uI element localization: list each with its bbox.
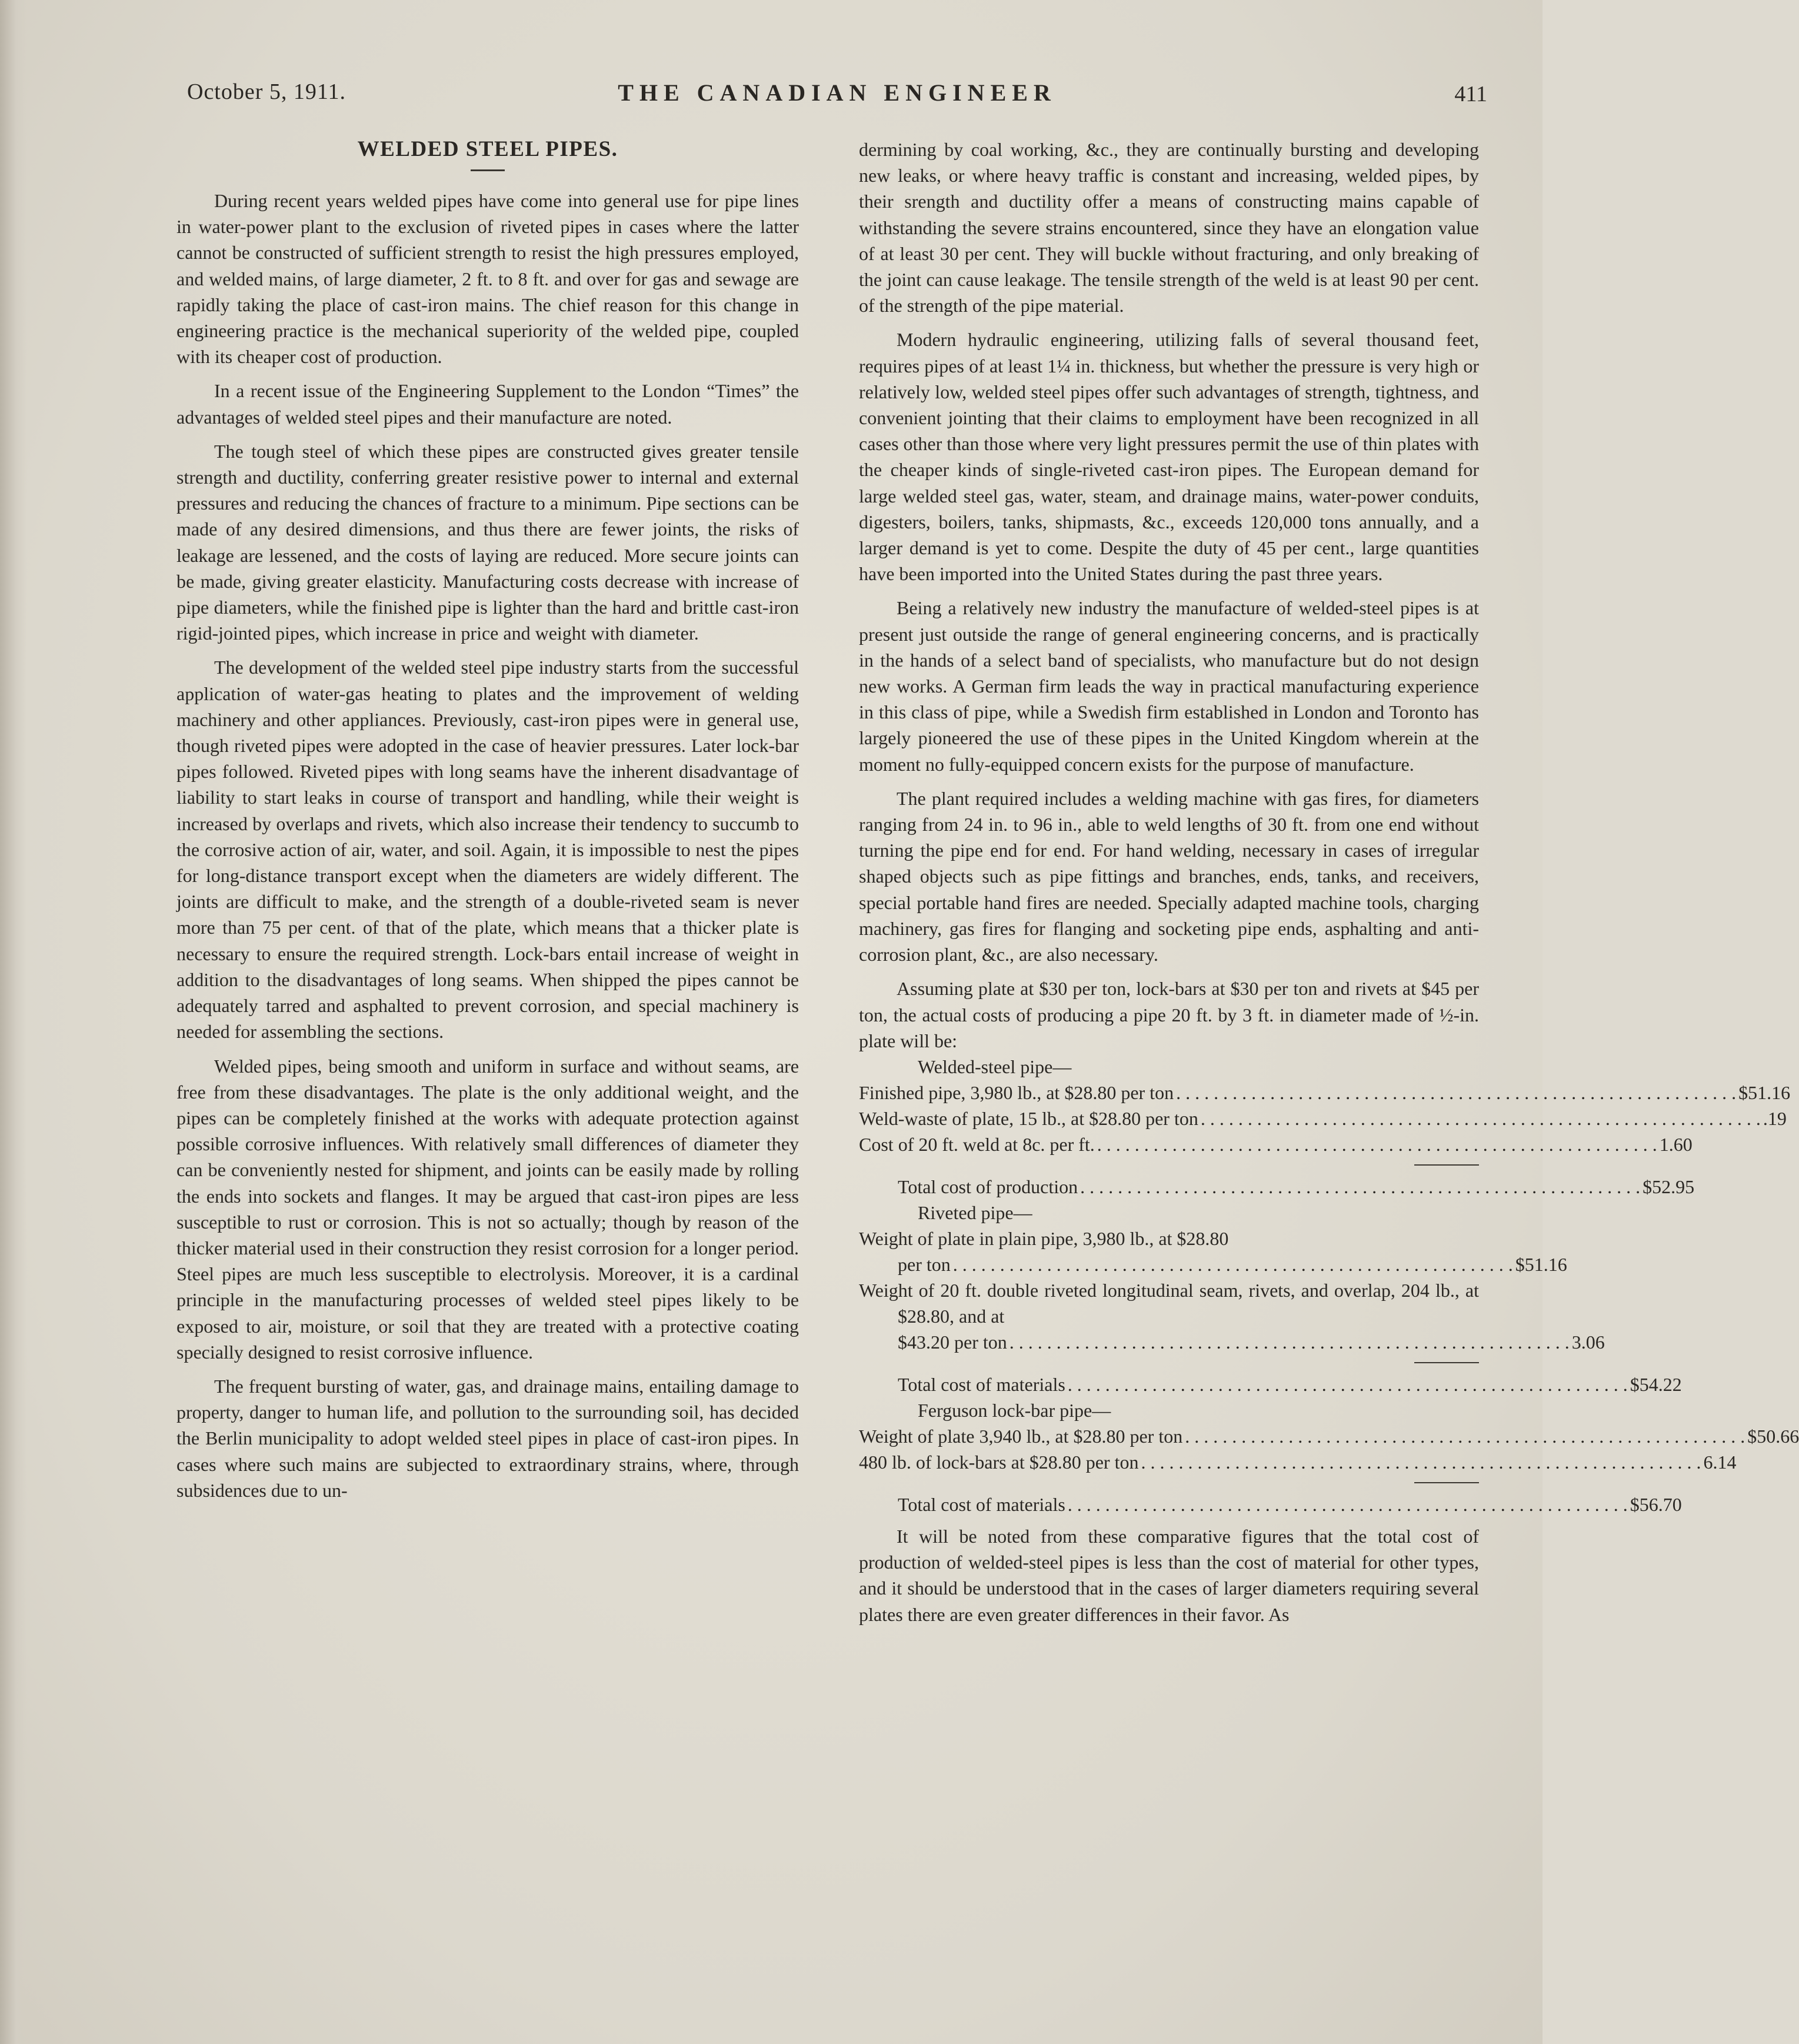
right-column xyxy=(859,137,1799,1636)
cost-row xyxy=(859,1080,1791,1106)
paragraph: During recent years welded pipes have come into general use for pipe lines in water-power plant to the exclusion of riveted pipes in cases where the latter cannot be constructed of sufficient strength to resist the high pressures employed, and welded mains, of large diameter, 2 ft. to 8 ft. and over for gas and sewage are rapidly taking the place of cast-iron mains. The chief reason for this change in engineering practice is the mechanical superiority of the welded pipe, coupled with its cheaper cost of production. xyxy=(176,190,799,368)
total-amount: $52.95 xyxy=(1643,1176,1695,1197)
journal-title: THE CANADIAN ENGINEER xyxy=(618,79,1057,106)
total-row xyxy=(859,1492,1682,1517)
cost-row xyxy=(859,1449,1737,1475)
cost-row xyxy=(859,1131,1693,1157)
riveted-heading: Riveted pipe— xyxy=(918,1201,1032,1223)
leader-dots: . . . . . . . . . . . . . . . . . . . . . . . . . . . . . . . . . . . . . . . . . . . . . . . . . . . . . . . . . . . . xyxy=(1200,1107,1761,1129)
total-amount: $56.70 xyxy=(1630,1493,1682,1515)
sum-rule xyxy=(1414,1482,1479,1483)
cost-amount: $51.16 xyxy=(1738,1081,1791,1103)
left-column xyxy=(176,137,799,1512)
issue-date: October 5, 1911. xyxy=(187,79,346,104)
cost-label: Finished pipe, 3,980 lb., at $28.80 per ton xyxy=(859,1081,1174,1103)
leader-dots: . . . . . . . . . . . . . . . . . . . . . . . . . . . . . . . . . . . . . . . . . . . . . . . . . . . . . . . . . . . . xyxy=(1009,1331,1570,1353)
sum-rule xyxy=(1414,1362,1479,1363)
cost-label: $43.20 per ton xyxy=(898,1331,1007,1353)
cost-amount: $51.16 xyxy=(1515,1253,1567,1275)
paragraph: The development of the welded steel pipe industry starts from the successful application of water-gas heating to plates and the improvement of welding machinery and other appliances. Previously, cast-iron pipes were in general use, though riveted pipes were adopted in the case of heavier pressures. Later lock-bar pipes followed. Riveted pipes with long seams have the inherent disadvantage of liability to start leaks in course of transport and handling, while their weight is increased by overlaps and rivets, which also increase their tendency to succumb to the corrosive action of air, water, and soil. Again, it is impossible to nest the pipes for long-distance transport except when the diameters are widely different. The joints are difficult to make, and the strength of a double-riveted seam is never more than 75 per cent. of that of the plate, which means that a thicker plate is necessary to ensure the required strength. Lock-bars entail increase of weight in addition to the disadvantages of long seams. When shipped the pipes cannot be adequately tarred and asphalted to prevent corrosion, and special machinery is needed for assembling the sections. xyxy=(176,657,799,1043)
leader-dots: . . . . . . . . . . . . . . . . . . . . . . . . . . . . . . . . . . . . . . . . . . . . . . . . . . . . . . . . . . . . xyxy=(1067,1493,1628,1515)
paragraph: The plant required includes a welding machine with gas fires, for diameters ranging from 24 in. to 96 in., able to weld lengths of 30 ft. from one end without turning the pipe end for end. For hand welding, necessary in cases of irregular shaped objects such as pipe fittings and branches, ends, tanks, and receivers, special portable hand fires are needed. Specially adapted machine tools, charging machinery, gas fires for flanging and socketing pipe ends, asphalting and anti-corrosion plant, &c., are also necessary. xyxy=(859,787,1479,966)
page-number: 411 xyxy=(1454,82,1487,106)
cost-label: 480 lb. of lock-bars at $28.80 per ton xyxy=(859,1451,1139,1473)
cost-label: Weld-waste of plate, 15 lb., at $28.80 per ton xyxy=(859,1107,1198,1129)
total-row xyxy=(859,1371,1682,1397)
leader-dots: . . . . . . . . . . . . . . . . . . . . . . . . . . . . . . . . . . . . . . . . . . . . . . . . . . . . . . . . . . . . xyxy=(1067,1373,1628,1395)
total-label: Total cost of production xyxy=(898,1176,1078,1197)
paragraph: The frequent bursting of water, gas, and drainage mains, entailing damage to property, danger to human life, and pollution to the surrounding soil, has decided the Berlin municipality to adopt welded steel pipes in place of cast-iron pipes. In cases where such mains are subjected to extraordinary strains, where, through subsidences due to un- xyxy=(176,1375,799,1501)
cost-amount: .19 xyxy=(1763,1107,1787,1129)
leader-dots: . . . . . . . . . . . . . . . . . . . . . . . . . . . . . . . . . . . . . . . . . . . . . . . . . . . . . . . . . . . . xyxy=(1080,1176,1641,1197)
sum-rule xyxy=(1414,1164,1479,1166)
total-row xyxy=(859,1174,1695,1200)
paragraph: Assuming plate at $30 per ton, lock-bars at $30 per ton and rivets at $45 per ton, the actual costs of producing a pipe 20 ft. by 3 ft. in diameter made of ½-in. plate will be: xyxy=(859,978,1479,1051)
cost-amount: 6.14 xyxy=(1703,1451,1737,1473)
paragraph-continued: dermining by coal working, &c., they are continually bursting and developing new leaks, or where heavy traffic is constant and increasing, welded pipes, by their srength and ductility offer a means of constructing mains capable of withstanding the severe strains encountered, since they have an elongation value of at least 30 per cent. They will buckle without fracturing, and only breaking of the joint can cause leakage. The tensile strength of the weld is at least 90 per cent. of the strength of the pipe material. xyxy=(859,139,1479,317)
total-label: Total cost of materials xyxy=(898,1373,1065,1395)
cost-comparison xyxy=(859,1054,1799,1523)
running-header xyxy=(187,79,1487,114)
cost-amount: 3.06 xyxy=(1571,1331,1605,1353)
binding-edge xyxy=(0,0,27,2044)
paragraph: Modern hydraulic engineering, utilizing falls of several thousand feet, requires pipes of at least 1¼ in. thickness, but whether the pressure is very high or relatively low, welded steel pipes offer such advantages of strength, tightness, and convenient jointing that their claims to employment have been recognized in all cases other than those where very light pressures permit the use of thin plates with the cheaper kinds of single-riveted cast-iron pipes. The European demand for large welded steel gas, water, steam, and drainage mains, water-power conduits, digesters, boilers, tanks, shipmasts, &c., exceeds 120,000 tons annually, and a larger demand is yet to come. Despite the duty of 45 per cent., large quantities have been imported into the United States during the past three years. xyxy=(859,329,1479,585)
paragraph: In a recent issue of the Engineering Supplement to the London “Times” the advantages of welded steel pipes and their manufacture are noted. xyxy=(176,380,799,428)
paragraph: Welded pipes, being smooth and uniform in surface and without seams, are free from these disadvantages. The plate is the only additional weight, and the pipes can be completely finished at the works with adequate protection against possible corrosive influences. With relatively small differences of diameter they can be conveniently nested for shipment, and joints can be easily made by rolling the ends into sockets and flanges. It may be argued that cast-iron pipes are less susceptible to rust or corrosion. This is not so actually; though by reason of the thicker material used in their construction they resist corrosion for a longer period. Steel pipes are much less susceptible to electrolysis. Moreover, it is a cardinal principle in the manufacturing processes of welded steel pipes likely to be exposed to air, moisture, or soil that they are treated with a protective coating specially designed to resist corrosive influence. xyxy=(176,1055,799,1363)
ferguson-heading: Ferguson lock-bar pipe— xyxy=(918,1399,1111,1421)
cost-row xyxy=(859,1329,1605,1355)
cost-label: Weight of plate 3,940 lb., at $28.80 per ton xyxy=(859,1425,1183,1447)
leader-dots: . . . . . . . . . . . . . . . . . . . . . . . . . . . . . . . . . . . . . . . . . . . . . . . . . . . . . . . . . . . . xyxy=(1185,1425,1745,1447)
leader-dots: . . . . . . . . . . . . . . . . . . . . . . . . . . . . . . . . . . . . . . . . . . . . . . . . . . . . . . . . . . . . xyxy=(1097,1133,1657,1155)
leader-dots: . . . . . . . . . . . . . . . . . . . . . . . . . . . . . . . . . . . . . . . . . . . . . . . . . . . . . . . . . . . . xyxy=(1176,1081,1737,1103)
cost-row xyxy=(859,1423,1799,1449)
leader-dots: . . . . . . . . . . . . . . . . . . . . . . . . . . . . . . . . . . . . . . . . . . . . . . . . . . . . . . . . . . . . xyxy=(1141,1451,1701,1473)
paragraph: The tough steel of which these pipes are constructed gives greater tensile strength and ductility, conferring greater resistive power to internal and external pressures and reducing the chances of fracture to a minimum. Pipe sections can be made of any desired dimensions, and thus there are fewer joints, the risks of leakage are lessened, and the costs of laying are reduced. More secure joints can be made, giving greater elasticity. Manufacturing costs decrease with increase of pipe diameters, while the finished pipe is lighter than the hard and brittle cast-iron rigid-jointed pipes, which increase in price and weight with diameter. xyxy=(176,440,799,644)
welded-heading: Welded-steel pipe— xyxy=(918,1056,1072,1077)
cost-label: Cost of 20 ft. weld at 8c. per ft. xyxy=(859,1133,1095,1155)
cost-row xyxy=(859,1251,1567,1277)
cost-label: per ton xyxy=(898,1253,951,1275)
cost-amount: $50.66 xyxy=(1747,1425,1799,1447)
paragraph: It will be noted from these comparative figures that the total cost of production of welded-steel pipes is less than the cost of material for other types, and it should be understood that in the cases of larger diameters requiring several plates there are even greater differences in their favor. As xyxy=(859,1525,1479,1625)
cost-row xyxy=(859,1106,1787,1131)
leader-dots: . . . . . . . . . . . . . . . . . . . . . . . . . . . . . . . . . . . . . . . . . . . . . . . . . . . . . . . . . . . . xyxy=(952,1253,1513,1275)
cost-label: Weight of 20 ft. double riveted longitudinal seam, rivets, and overlap, 204 lb., at $28.80, and at xyxy=(859,1279,1479,1327)
cost-amount: 1.60 xyxy=(1659,1133,1693,1155)
cost-label: Weight of plate in plain pipe, 3,980 lb., at $28.80 xyxy=(859,1227,1229,1249)
title-rule xyxy=(471,169,505,171)
paragraph: Being a relatively new industry the manufacture of welded-steel pipes is at present just outside the range of general engineering concerns, and is practically in the hands of a select band of specialists, who manufacture but do not design new works. A German firm leads the way in practical manufacturing experience in this class of pipe, while a Swedish firm established in London and Toronto has largely pioneered the use of these pipes in the United Kingdom wherein at the moment no fully-equipped concern exists for the purpose of manufacture. xyxy=(859,597,1479,775)
total-label: Total cost of materials xyxy=(898,1493,1065,1515)
total-amount: $54.22 xyxy=(1630,1373,1682,1395)
article-title: WELDED STEEL PIPES. xyxy=(357,137,618,161)
